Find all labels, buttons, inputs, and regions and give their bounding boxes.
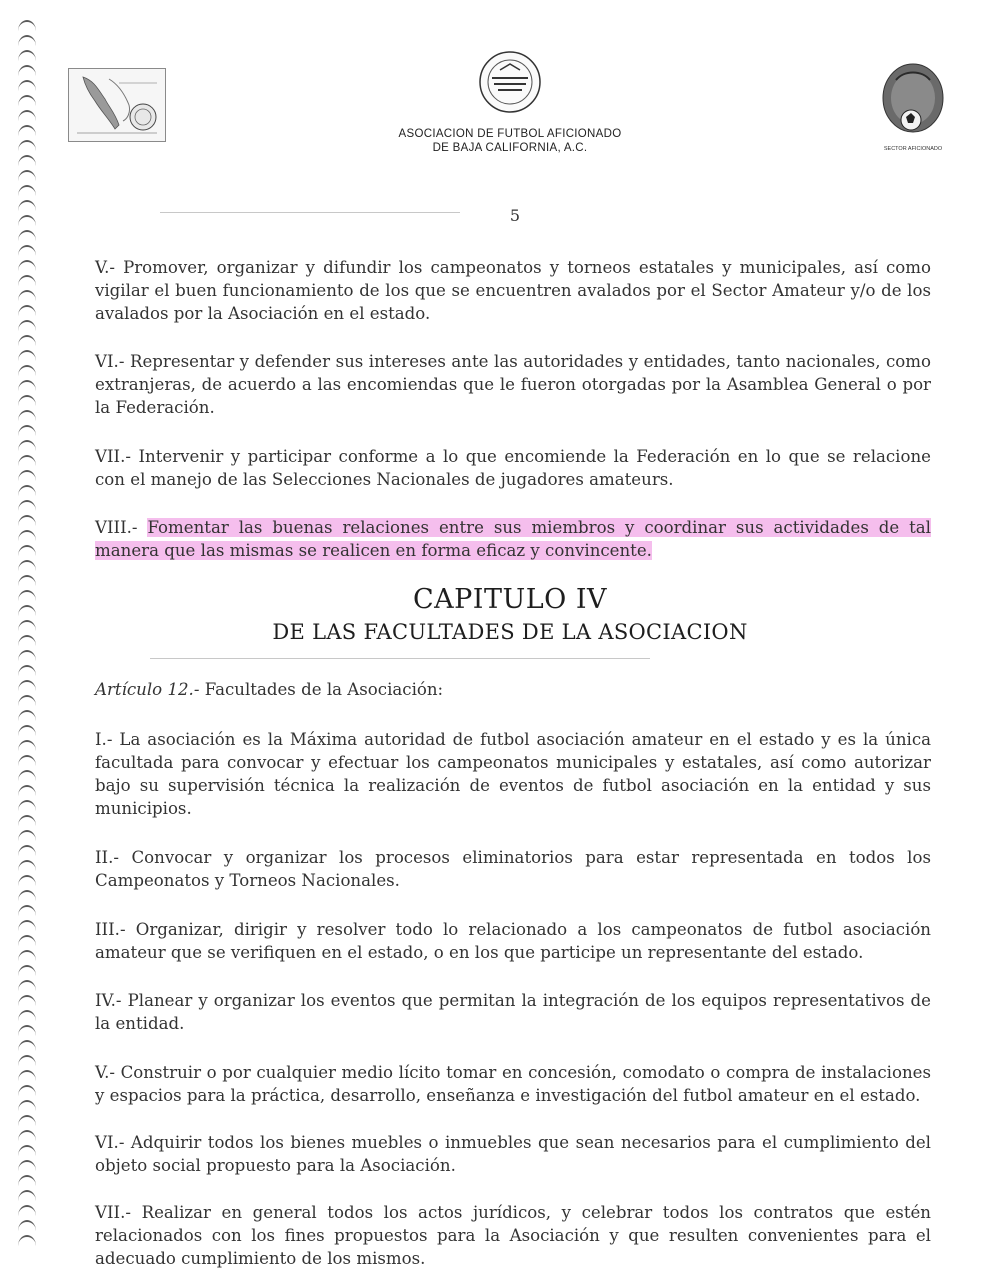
baja-california-map-logo: [68, 68, 166, 142]
paragraph-text: Planear y organizar los eventos que permitan la integración de los equipos representativos de la entidad.: [95, 991, 931, 1033]
binding-ring: [18, 380, 36, 391]
paragraph-numeral: VI.-: [95, 1133, 125, 1152]
binding-ring: [18, 1175, 36, 1186]
binding-ring: [18, 305, 36, 316]
binding-ring: [18, 140, 36, 151]
binding-ring: [18, 1010, 36, 1021]
header-title-line1: ASOCIACION DE FUTBOL AFICIONADO: [398, 128, 622, 140]
binding-ring: [18, 1040, 36, 1051]
binding-ring: [18, 950, 36, 961]
binding-ring: [18, 1205, 36, 1216]
binding-ring: [18, 920, 36, 931]
binding-ring: [18, 245, 36, 256]
binding-ring: [18, 1235, 36, 1246]
binding-ring: [18, 695, 36, 706]
paragraph-numeral: II.-: [95, 848, 119, 867]
binding-ring: [18, 500, 36, 511]
paragraph-vi-representar: [95, 350, 931, 419]
paragraph-numeral: VI.-: [95, 352, 125, 371]
binding-ring: [18, 830, 36, 841]
paragraph-numeral: VII.-: [95, 447, 131, 466]
binding-ring: [18, 455, 36, 466]
association-header: [330, 127, 690, 155]
binding-ring: [18, 95, 36, 106]
binding-ring: [18, 680, 36, 691]
binding-ring: [18, 965, 36, 976]
binding-ring: [18, 875, 36, 886]
header-title-line2: DE BAJA CALIFORNIA, A.C.: [432, 142, 588, 154]
binding-ring: [18, 815, 36, 826]
binding-ring: [18, 650, 36, 661]
binding-ring: [18, 170, 36, 181]
paragraph-v-promover: [95, 256, 931, 325]
binding-ring: [18, 110, 36, 121]
binding-ring: [18, 635, 36, 646]
binding-ring: [18, 50, 36, 61]
binding-ring: [18, 995, 36, 1006]
binding-ring: [18, 290, 36, 301]
paragraph-numeral: I.-: [95, 730, 113, 749]
paragraph-iv-planear: [95, 989, 931, 1035]
chapter-title: CAPITULO IV: [412, 584, 608, 615]
binding-ring: [18, 725, 36, 736]
page-number: 5: [509, 206, 521, 225]
chapter-subtitle: DE LAS FACULTADES DE LA ASOCIACION: [272, 620, 748, 644]
article-heading: [95, 680, 595, 699]
paragraph-numeral: III.-: [95, 920, 126, 939]
binding-ring: [18, 200, 36, 211]
binding-ring: [18, 470, 36, 481]
binding-ring: [18, 1130, 36, 1141]
binding-ring: [18, 410, 36, 421]
paragraph-iii-organizar: [95, 918, 931, 964]
binding-ring: [18, 1025, 36, 1036]
binding-ring: [18, 845, 36, 856]
binding-ring: [18, 230, 36, 241]
binding-ring: [18, 785, 36, 796]
binding-ring: [18, 1070, 36, 1081]
paragraph-text: Intervenir y participar conforme a lo que encomiende la Federación en lo que se relacione con el manejo de las Selecciones Nacionales de jugadores amateurs.: [95, 447, 931, 489]
paragraph-text: Representar y defender sus intereses ante las autoridades y entidades, tanto nacionales, como extranjeras, de acuerdo a las encomiendas que le fueron otorgadas por la Asamblea General o por la Federación.: [95, 352, 931, 417]
paragraph-i-maxima-autoridad: [95, 728, 931, 820]
binding-ring: [18, 425, 36, 436]
binding-ring: [18, 710, 36, 721]
binding-ring: [18, 590, 36, 601]
paragraph-numeral: VII.-: [95, 1203, 131, 1222]
binding-ring: [18, 1190, 36, 1201]
mexico-emblem-logo: [878, 60, 948, 140]
binding-ring: [18, 260, 36, 271]
paragraph-ii-convocar: [95, 846, 931, 892]
binding-ring: [18, 125, 36, 136]
binding-ring: [18, 515, 36, 526]
binding-ring: [18, 1055, 36, 1066]
binding-ring: [18, 755, 36, 766]
scan-noise: [150, 658, 650, 659]
paragraph-numeral: IV.-: [95, 991, 122, 1010]
paragraph-text: Construir o por cualquier medio lícito tomar en concesión, comodato o compra de instalaciones y espacios para la práctica, desarrollo, enseñanza e investigación del futbol amateur en el estado.: [95, 1063, 931, 1105]
paragraph-vii-intervenir: [95, 445, 931, 491]
binding-ring: [18, 335, 36, 346]
binding-ring: [18, 665, 36, 676]
binding-ring: [18, 350, 36, 361]
paragraph-text: Realizar en general todos los actos jurídicos, y celebrar todos los contratos que estén relacionados con los fines propuestos para la Asociación y que resulten convenientes para el adecuado cumplimiento de los mismos.: [95, 1203, 931, 1268]
futbol-mexicano-logo: [470, 48, 550, 118]
article-label: Artículo 12.-: [95, 680, 200, 699]
paragraph-numeral: VIII.-: [95, 518, 138, 537]
paragraph-numeral: V.-: [95, 1063, 115, 1082]
binding-ring: [18, 320, 36, 331]
binding-ring: [18, 155, 36, 166]
binding-ring: [18, 905, 36, 916]
binding-ring: [18, 275, 36, 286]
binding-ring: [18, 215, 36, 226]
binding-ring: [18, 1100, 36, 1111]
paragraph-v-construir: [95, 1061, 931, 1107]
binding-ring: [18, 440, 36, 451]
binding-ring: [18, 620, 36, 631]
binding-ring: [18, 800, 36, 811]
binding-ring: [18, 545, 36, 556]
binding-ring: [18, 365, 36, 376]
sector-aficionado-caption: SECTOR AFICIONADO: [883, 146, 943, 152]
binding-ring: [18, 1160, 36, 1171]
paragraph-text: Convocar y organizar los procesos eliminatorios para estar representada en todos los Campeonatos y Torneos Nacionales.: [95, 848, 931, 890]
paragraph-text: Promover, organizar y difundir los campeonatos y torneos estatales y municipales, así como vigilar el buen funcionamiento de los que se encuentren avalados por el Sector Amateur y/o de los avalados por la Asociación en el estado.: [95, 258, 931, 323]
binding-ring: [18, 1085, 36, 1096]
highlighted-text: Fomentar las buenas relaciones entre sus miembros y coordinar sus actividades de tal manera que las mismas se realicen en forma eficaz y convincente.: [95, 518, 931, 560]
binding-ring: [18, 20, 36, 31]
article-title: Facultades de la Asociación:: [204, 680, 444, 699]
binding-ring: [18, 35, 36, 46]
paragraph-vi-adquirir: [95, 1131, 931, 1177]
scan-noise: [160, 212, 460, 213]
binding-ring: [18, 935, 36, 946]
binding-ring: [18, 185, 36, 196]
paragraph-text: Organizar, dirigir y resolver todo lo relacionado a los campeonatos de futbol asociación amateur que se verifiquen en el estado, o en los que participe un representante del estado.: [95, 920, 931, 962]
paragraph-viii-fomentar: [95, 516, 931, 562]
binding-ring: [18, 890, 36, 901]
binding-ring: [18, 1145, 36, 1156]
binding-ring: [18, 740, 36, 751]
binding-ring: [18, 530, 36, 541]
paragraph-text: Adquirir todos los bienes muebles o inmuebles que sean necesarios para el cumplimiento del objeto social propuesto para la Asociación.: [95, 1133, 931, 1175]
binding-ring: [18, 1115, 36, 1126]
binding-ring: [18, 560, 36, 571]
binding-ring: [18, 980, 36, 991]
binding-ring: [18, 65, 36, 76]
paragraph-numeral: V.-: [95, 258, 115, 277]
binding-ring: [18, 1220, 36, 1231]
binding-ring: [18, 860, 36, 871]
binding-ring: [18, 575, 36, 586]
binding-ring: [18, 770, 36, 781]
spiral-binding: [14, 20, 40, 1270]
binding-ring: [18, 605, 36, 616]
binding-ring: [18, 395, 36, 406]
binding-ring: [18, 80, 36, 91]
binding-ring: [18, 485, 36, 496]
paragraph-text: La asociación es la Máxima autoridad de futbol asociación amateur en el estado y es la única facultada para convocar y efectuar los campeonatos municipales y estatales, así como autorizar bajo su supervisión técnica la realización de eventos de futbol asociación en la entidad y sus municipios.: [95, 730, 931, 818]
paragraph-vii-realizar: [95, 1201, 931, 1270]
